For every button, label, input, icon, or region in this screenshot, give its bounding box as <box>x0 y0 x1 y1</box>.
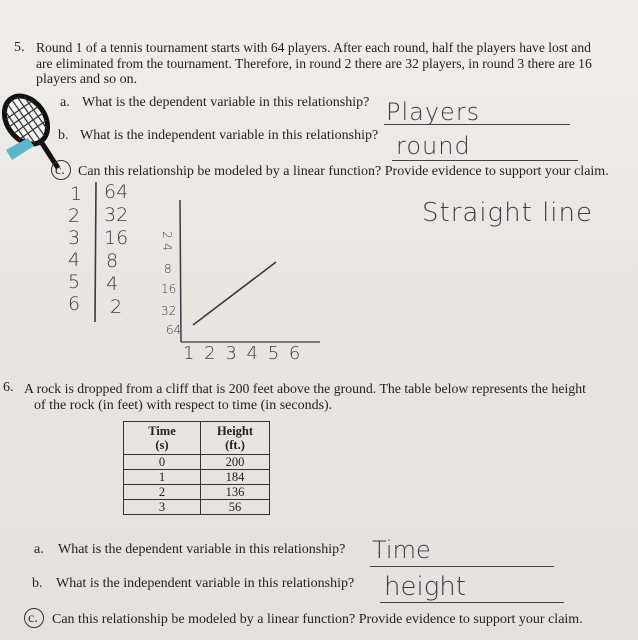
q6-b-question: What is the independent variable in this relationship? <box>56 576 355 591</box>
q6-a-answer-line <box>370 566 554 567</box>
hand-players-8: 8 <box>106 250 119 272</box>
q6-c-label: c. <box>28 611 38 626</box>
hand-players-64: 64 <box>104 181 129 203</box>
table-row <box>124 500 270 515</box>
hand-players-2: 2 <box>110 296 123 318</box>
q5-a-question: What is the dependent variable in this relationship? <box>82 95 370 110</box>
q5-b-answer: round <box>396 132 471 160</box>
hand-players-32: 32 <box>104 204 129 226</box>
hand-round-6: 6 <box>68 293 81 315</box>
q5-c-answer: Straight line <box>422 198 594 228</box>
height-cell: 200 <box>201 455 270 470</box>
q6-b-answer-line <box>380 602 564 603</box>
graph-y-label-64: 64 <box>166 323 182 337</box>
height-cell: 56 <box>201 500 270 515</box>
hand-round-4: 4 <box>68 249 81 271</box>
q6-b-answer: height <box>384 572 466 602</box>
q6-a-answer: Time <box>372 536 431 564</box>
hand-round-1: 1 <box>70 183 83 205</box>
height-header-unit: (ft.) <box>225 438 245 452</box>
q6-a-label: a. <box>34 542 44 557</box>
q5-c-question: Can this relationship be modeled by a linear function? Provide evidence to support your claim. <box>78 164 609 179</box>
q6-c-question: Can this relationship be modeled by a linear function? Provide evidence to support your claim. <box>52 612 583 627</box>
q6-a-question: What is the dependent variable in this relationship? <box>58 542 346 557</box>
time-cell: 1 <box>124 470 201 485</box>
graph-y-label-8: 8 <box>164 262 172 276</box>
q6-line-1: A rock is dropped from a cliff that is 200 feet above the ground. The table below represents the height <box>24 381 586 396</box>
time-cell: 3 <box>124 500 201 515</box>
q5-a-answer: Players <box>386 98 481 126</box>
q5-c-label: c. <box>55 163 65 178</box>
height-header-label: Height <box>216 424 254 438</box>
height-column-header <box>201 422 270 455</box>
time-header-label: Time <box>148 424 176 438</box>
time-cell: 0 <box>124 455 201 470</box>
q5-line-1: Round 1 of a tennis tournament starts with 64 players. After each round, half the players have lost and <box>36 40 591 55</box>
q6-line-2: of the rock (in feet) with respect to time (in seconds). <box>34 398 333 413</box>
graph-y-label-32: 32 <box>161 304 177 318</box>
q5-b-label: b. <box>58 128 69 143</box>
hand-players-16: 16 <box>104 227 129 249</box>
height-cell: 136 <box>201 485 270 500</box>
time-cell: 2 <box>124 485 201 500</box>
time-header-unit: (s) <box>155 438 169 452</box>
q5-b-question: What is the independent variable in this relationship? <box>80 128 379 143</box>
time-height-table <box>123 421 270 515</box>
graph-y-label-2: 2 <box>159 231 174 239</box>
hand-players-4: 4 <box>106 273 119 295</box>
time-column-header <box>124 422 201 455</box>
hand-round-2: 2 <box>68 205 81 227</box>
graph-y-label-4: 4 <box>159 243 174 251</box>
graph-x-labels: 1 2 3 4 5 6 <box>183 343 303 364</box>
height-cell: 184 <box>201 470 270 485</box>
table-row <box>124 470 270 485</box>
q6-number: 6. <box>3 380 14 395</box>
q6-b-label: b. <box>32 576 43 591</box>
table-header-row <box>124 422 270 455</box>
q5-number: 5. <box>14 40 25 55</box>
q5-line-2: are eliminated from the tournament. Therefore, in round 2 there are 32 players, in round 3 there are 16 <box>36 56 592 71</box>
hand-round-3: 3 <box>68 227 81 249</box>
table-row <box>124 455 270 470</box>
q5-a-label: a. <box>60 95 70 110</box>
table-row <box>124 485 270 500</box>
q5-line-3: players and so on. <box>36 72 138 87</box>
graph-y-label-16: 16 <box>161 282 177 296</box>
hand-round-5: 5 <box>68 271 81 293</box>
